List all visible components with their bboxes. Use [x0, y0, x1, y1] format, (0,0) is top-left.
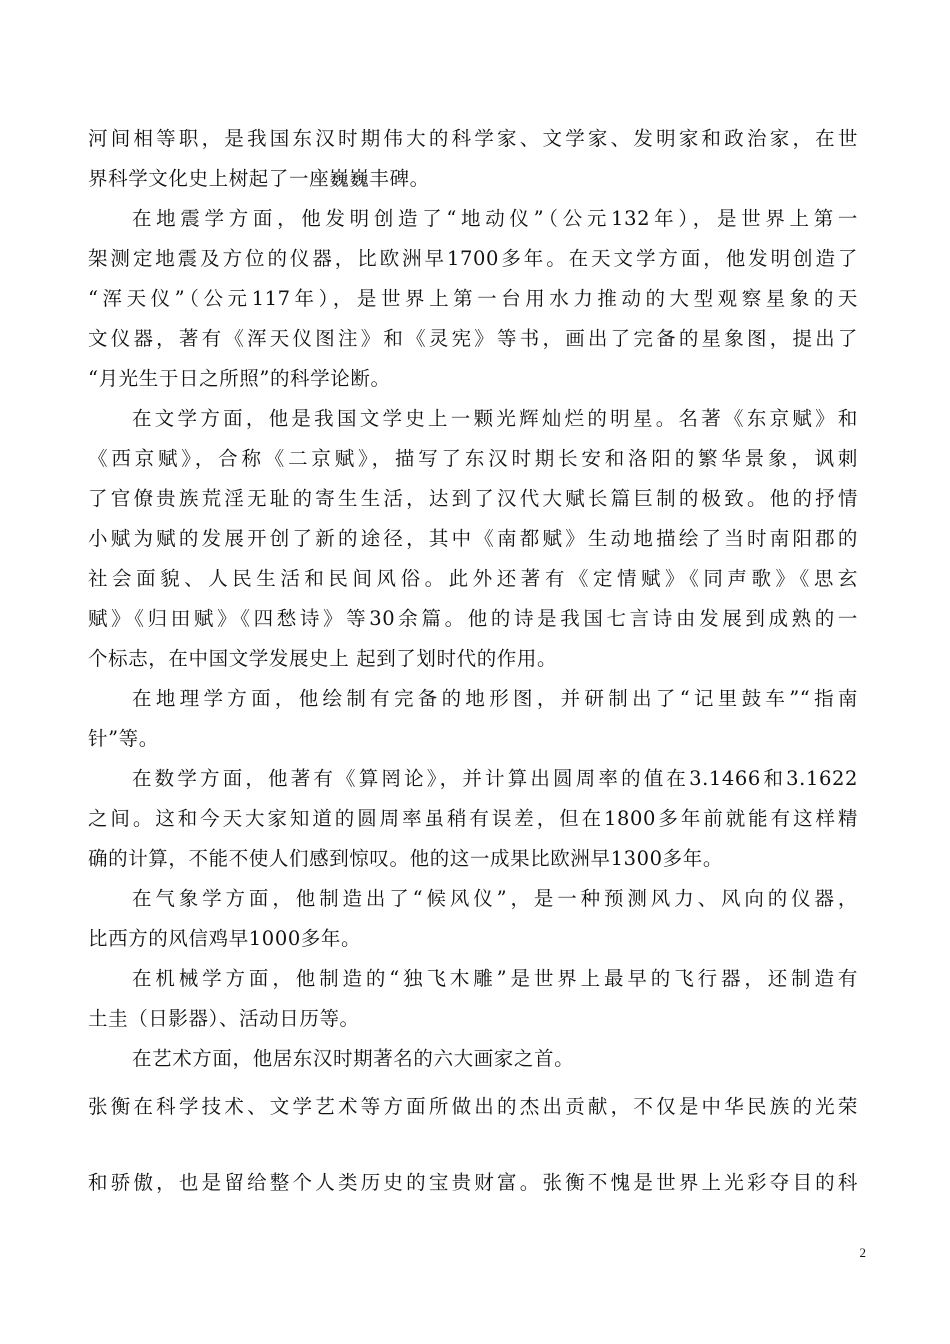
paragraph-first-line: 在气象学方面，他制造出了“候风仪”，是一种预测风力、风向的仪器， — [132, 887, 858, 910]
text-line: 个标志，在中国文学发展史上 起到了划时代的作用。 — [88, 647, 558, 670]
page-number: 2 — [859, 1245, 866, 1260]
text-line: 架测定地震及方位的仪器，比欧洲早1700多年。在天文学方面，他发明创造了 — [88, 247, 858, 270]
paragraph-first-line: 在艺术方面，他居东汉时期著名的六大画家之首。 — [132, 1047, 575, 1070]
text-line: “月光生于日之所照”的科学论断。 — [88, 367, 391, 390]
text-line: 土圭（日影器）、活动日历等。 — [88, 1007, 360, 1030]
text-line: 张衡在科学技术、文学艺术等方面所做出的杰出贡献，不仅是中华民族的光荣 — [88, 1095, 858, 1118]
paragraph-first-line: 在地理学方面，他绘制有完备的地形图，并研制出了“记里鼓车”“指南 — [132, 687, 858, 710]
text-line: 小赋为赋的发展开创了新的途径，其中《南都赋》生动地描绘了当时南阳郡的 — [88, 527, 858, 550]
text-line: 界科学文化史上树起了一座巍巍丰碑。 — [88, 167, 430, 190]
text-line: 文仪器，著有《浑天仪图注》和《灵宪》等书，画出了完备的星象图，提出了 — [88, 327, 858, 350]
paragraph-first-line: 在地震学方面，他发明创造了“地动仪”（公元132年），是世界上第一 — [132, 207, 858, 230]
text-line: 和骄傲，也是留给整个人类历史的宝贵财富。张衡不愧是世界上光彩夺目的科 — [88, 1171, 858, 1194]
paragraph-first-line: 在机械学方面，他制造的“独飞木雕”是世界上最早的飞行器，还制造有 — [132, 967, 858, 990]
text-line: 赋》《归田赋》《四愁诗》等30余篇。他的诗是我国七言诗由发展到成熟的一 — [88, 607, 858, 630]
text-line: 了官僚贵族荒淫无耻的寄生生活，达到了汉代大赋长篇巨制的极致。他的抒情 — [88, 487, 858, 510]
text-line: 《西京赋》，合称《二京赋》，描写了东汉时期长安和洛阳的繁华景象，讽刺 — [88, 447, 858, 470]
text-line: 比西方的风信鸡早1000多年。 — [88, 927, 362, 950]
text-line: 确的计算，不能不使人们感到惊叹。他的这一成果比欧洲早1300多年。 — [88, 847, 723, 870]
text-line: “浑天仪”（公元117年），是世界上第一台用水力推动的大型观察星象的天 — [88, 287, 858, 310]
paragraph-first-line: 在文学方面，他是我国文学史上一颗光辉灿烂的明星。名著《东京赋》和 — [132, 407, 858, 430]
text-line: 河间相等职，是我国东汉时期伟大的科学家、文学家、发明家和政治家，在世 — [88, 127, 858, 150]
text-line: 针”等。 — [88, 727, 159, 750]
text-line: 社会面貌、人民生活和民间风俗。此外还著有《定情赋》《同声歌》《思玄 — [88, 567, 858, 590]
paragraph-first-line: 在数学方面，他著有《算罔论》，并计算出圆周率的值在3.1466和3.1622 — [132, 767, 858, 790]
text-line: 之间。这和今天大家知道的圆周率虽稍有误差，但在1800多年前就能有这样精 — [88, 807, 858, 830]
